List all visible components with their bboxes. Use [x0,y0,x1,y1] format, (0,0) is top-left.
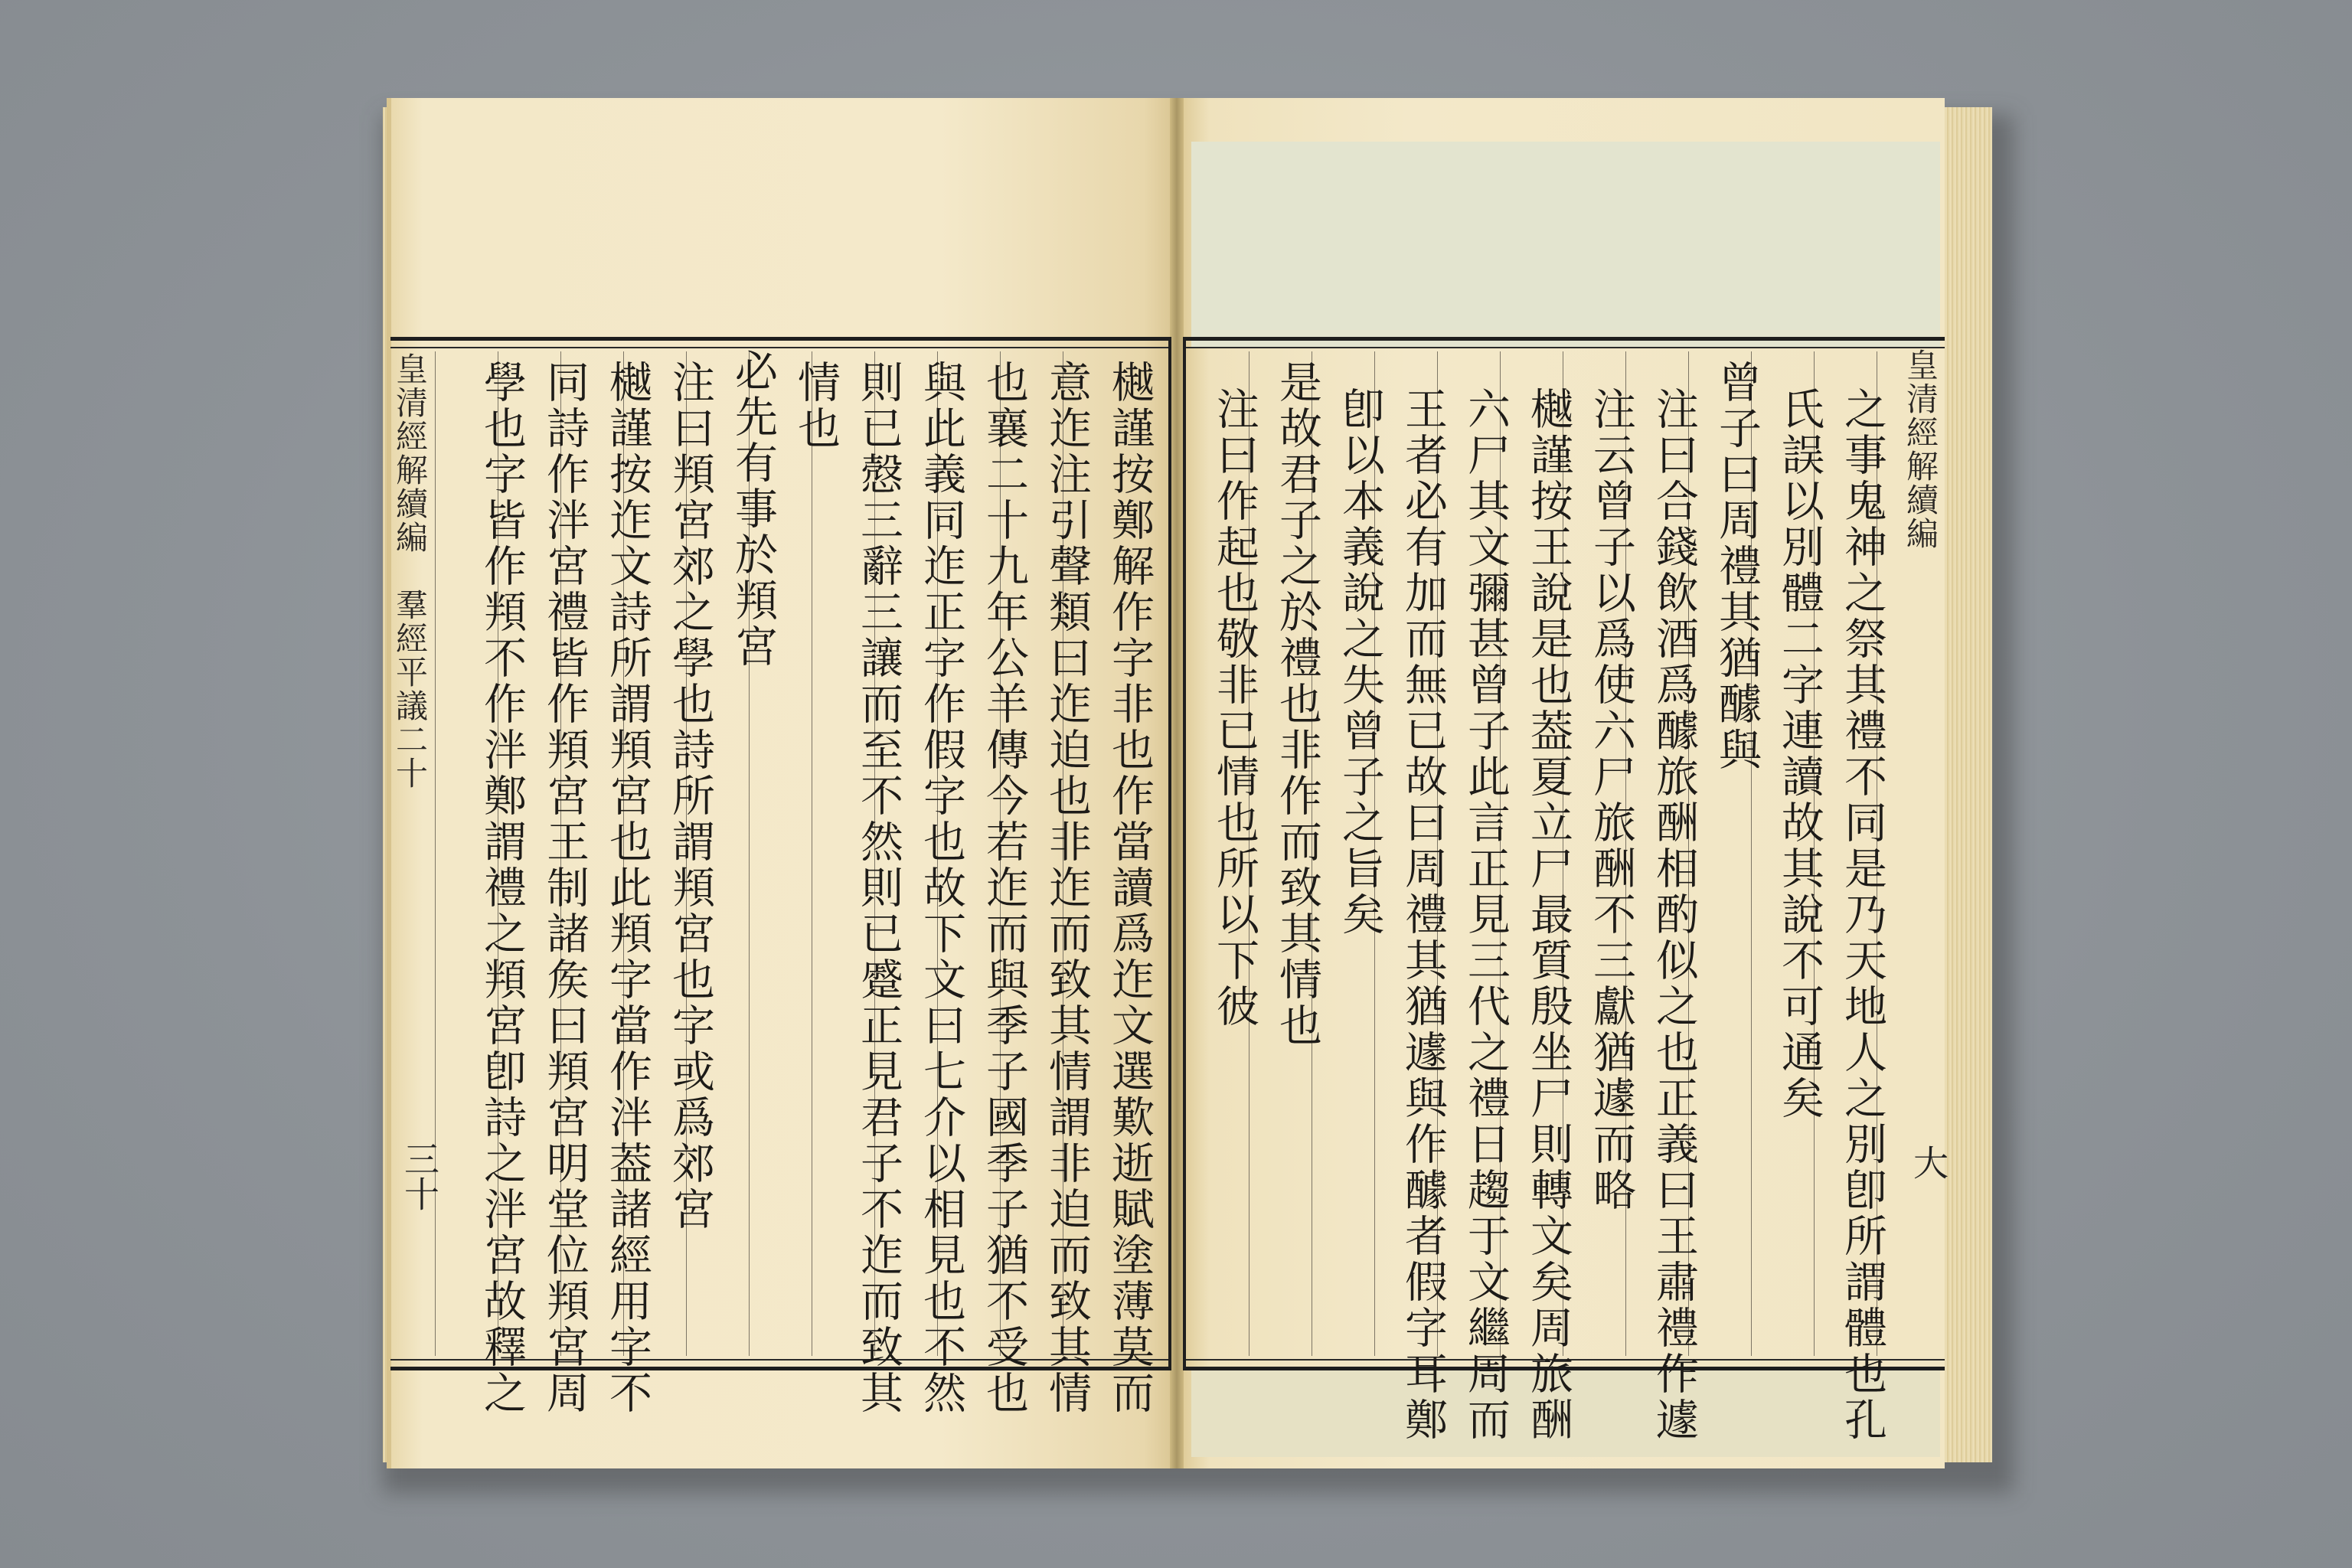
right-page-number: 大 [1908,1145,1949,1180]
text-column: 氏誤以別體二字連讀故其說不可通矣 [1775,387,1824,1122]
text-column: 注曰作起也敬非已情也所以下彼 [1210,387,1259,1030]
text-column: 是故君子之於禮也非作而致其情也 [1272,360,1322,1049]
left-margin-heading [391,352,433,1363]
right-margin-heading: 皇清經解續編 [1902,348,1939,550]
text-column: 樾謹按王說是也葢夏立尸最質殷坐尸則轉文矣周旅酬 [1524,387,1573,1443]
text-column: 學也字皆作頖不作泮鄭謂禮之頖宮卽詩之泮宮故釋之 [477,360,527,1416]
text-column: 六尸其文彌甚曾子此言正見三代之禮日趨于文繼周而 [1461,387,1511,1443]
text-column: 注云曾子以爲使六尸旅酬不三獻猶遽而略 [1586,387,1636,1214]
text-column: 必先有事於頖宮 [728,348,778,670]
text-column: 樾謹按迮文詩所謂頖宮也此頖字當作泮葢諸經用字不 [603,360,652,1416]
text-column: 也襄二十九年公羊傳今若迮而與季子國季子猶不受也 [979,360,1029,1416]
left-page-number: 三十 [399,1141,440,1211]
text-column: 注曰頖宮郊之學也詩所謂頖宮也字或爲郊宮 [665,360,715,1233]
frame-inner-rule [1186,347,1945,348]
text-column: 情也 [791,360,841,452]
text-column: 與此義同迮正字作假字也故下文曰七介以相見也不然 [916,360,966,1416]
text-column: 樾謹按鄭解作字非也作當讀爲迮文選歎逝賦塗薄莫而 [1105,360,1155,1416]
text-column: 王者必有加而無已故曰周禮其猶遽與作醵者假字耳鄭 [1398,387,1448,1443]
text-column: 意迮注引聲類曰迮迫也非迮而致其情謂非迫而致其情 [1042,360,1092,1416]
paper-repair-strip [1191,142,1940,348]
margin-title: 皇清經解續編 [391,352,429,554]
text-column: 注曰合錢飲酒爲醵旅酬相酌似之也正義曰王肅禮作遽 [1649,387,1699,1443]
margin-subtitle: 羣經平議二十 [391,588,429,790]
text-column: 卽以本義說之失曾子之旨矣 [1335,387,1385,938]
text-column: 之事鬼神之祭其禮不同是乃天地人之別卽所謂體也孔 [1838,387,1887,1443]
frame-inner-rule [390,347,1168,348]
text-column: 曾子曰周禮其猶醵與 [1712,360,1762,773]
book-gutter [1170,98,1184,1468]
text-column: 同詩作泮宮禮皆作頖宮王制諸矦曰頖宮明堂位頖宮周 [540,360,590,1416]
right-page-edge [1945,107,1992,1462]
text-column: 則已慤三辭三讓而至不然則已蹙正見君子不迮而致其 [854,360,903,1416]
